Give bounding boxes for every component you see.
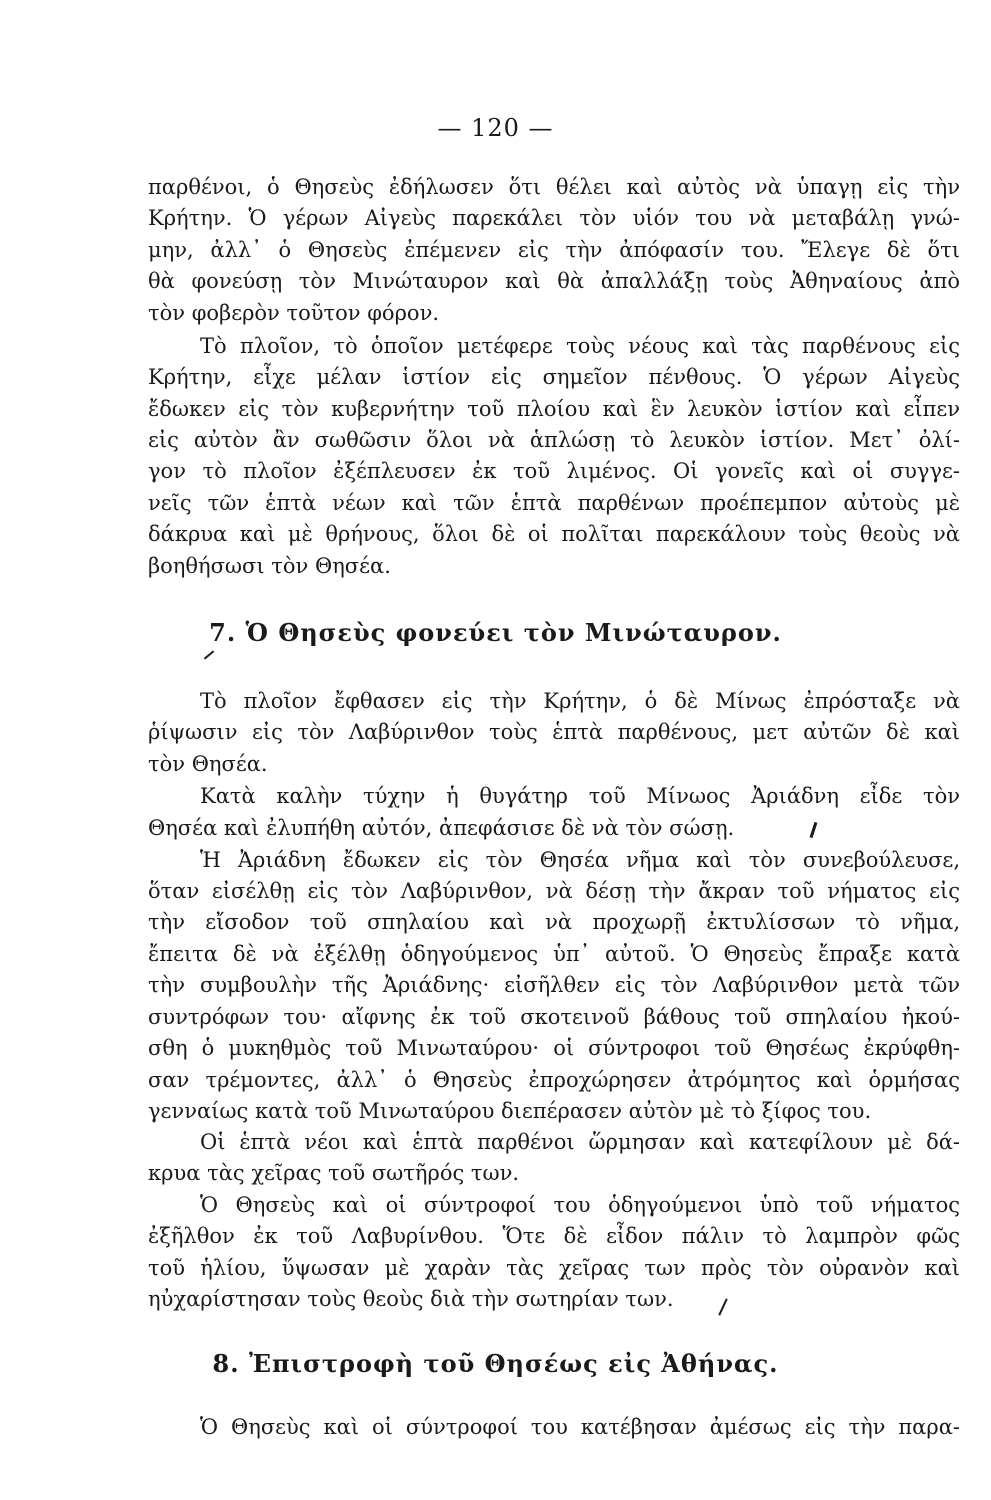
text-line: σαν τρέμοντες, ἀλλ᾽ ὁ Θησεὺς ἐπροχώρησεν ἀτρόμητος καὶ ὁρμήσας (148, 1068, 960, 1092)
text-line: θὰ φονεύσῃ τὸν Μινώταυρον καὶ θὰ ἀπαλλάξῃ τοὺς Ἀθηναίους ἀπὸ (148, 269, 960, 293)
section-heading: 7. Ὁ Θησεὺς φονεύει τὸν Μινώταυρον. (209, 618, 782, 647)
text-line: σθη ὁ μυκηθμὸς τοῦ Μινωταύρου· οἱ σύντροφοι τοῦ Θησέως ἐκρύφθη- (148, 1036, 960, 1060)
text-line: ἔπειτα δὲ νὰ ἐξέλθῃ ὁδηγούμενος ὑπ᾽ αὐτοῦ. Ὁ Θησεὺς ἔπραξε κατὰ (148, 942, 960, 966)
text-line: ὅταν εἰσέλθῃ εἰς τὸν Λαβύρινθον, νὰ δέσῃ τὴν ἄκραν τοῦ νήματος εἰς (148, 879, 960, 903)
text-line: Τὸ πλοῖον, τὸ ὁποῖον μετέφερε τοὺς νέους καὶ τὰς παρθένους εἰς (200, 334, 960, 358)
text-line: βοηθήσωσι τὸν Θησέα. (148, 554, 391, 578)
text-line: Ὁ Θησεὺς καὶ οἱ σύντροφοί του ὁδηγούμενοι ὑπὸ τοῦ νήματος (200, 1193, 960, 1217)
text-line: Κρήτην. Ὁ γέρων Αἰγεὺς παρεκάλει τὸν υἱόν του νὰ μεταβάλῃ γνώ- (148, 206, 960, 230)
text-line: τὸν φοβερὸν τοῦτον φόρον. (148, 301, 440, 325)
ink-mark (204, 650, 214, 659)
text-line: Ἡ Ἀριάδνη ἔδωκεν εἰς τὸν Θησέα νῆμα καὶ τὸν συνεβούλευσε, (200, 848, 960, 872)
text-line: τοῦ ἡλίου, ὕψωσαν μὲ χαρὰν τὰς χεῖρας των πρὸς τὸν οὐρανὸν καὶ (148, 1256, 960, 1280)
text-line: ἐξῆλθον ἐκ τοῦ Λαβυρίνθου. Ὅτε δὲ εἶδον πάλιν τὸ λαμπρὸν φῶς (148, 1224, 960, 1248)
text-line: Οἱ ἑπτὰ νέοι καὶ ἑπτὰ παρθένοι ὥρμησαν καὶ κατεφίλουν μὲ δά- (200, 1130, 960, 1154)
text-line: νεῖς τῶν ἑπτὰ νέων καὶ τῶν ἑπτὰ παρθένων προέπεμπον αὐτοὺς μὲ (148, 491, 960, 515)
text-line: ἔδωκεν εἰς τὸν κυβερνήτην τοῦ πλοίου καὶ ἓν λευκὸν ἱστίον καὶ εἶπεν (148, 397, 960, 421)
text-line: δάκρυα καὶ μὲ θρήνους, ὅλοι δὲ οἱ πολῖται παρεκάλουν τοὺς θεοὺς νὰ (148, 522, 960, 546)
text-line: Τὸ πλοῖον ἔφθασεν εἰς τὴν Κρήτην, ὁ δὲ Μίνως ἐπρόσταξε νὰ (200, 689, 960, 713)
text-line: Κρήτην, εἶχε μέλαν ἱστίον εἰς σημεῖον πένθους. Ὁ γέρων Αἰγεὺς (148, 365, 960, 389)
text-line: συντρόφων του· αἴφνης ἐκ τοῦ σκοτεινοῦ βάθους τοῦ σπηλαίου ἠκού- (148, 1005, 960, 1029)
text-line: γον τὸ πλοῖον ἐξέπλευσεν ἐκ τοῦ λιμένος. Οἱ γονεῖς καὶ οἱ συγγε- (148, 459, 960, 483)
section-heading: 8. Ἐπιστροφὴ τοῦ Θησέως εἰς Ἀθήνας. (212, 1349, 779, 1378)
page-number: — 120 — (437, 114, 554, 142)
text-line: γενναίως κατὰ τοῦ Μινωταύρου διεπέρασεν αὐτὸν μὲ τὸ ξίφος του. (148, 1099, 872, 1123)
text-line: κρυα τὰς χεῖρας τοῦ σωτῆρός των. (148, 1161, 520, 1185)
text-line: Θησέα καὶ ἐλυπήθη αὐτόν, ἀπεφάσισε δὲ νὰ τὸν σώσῃ. (148, 816, 735, 840)
text-line: παρθένοι, ὁ Θησεὺς ἐδήλωσεν ὅτι θέλει καὶ αὐτὸς νὰ ὑπαγῃ εἰς τὴν (148, 175, 960, 199)
text-line: εἰς αὐτὸν ἂν σωθῶσιν ὅλοι νὰ ἁπλώσῃ τὸ λευκὸν ἱστίον. Μετ᾽ ὀλί- (148, 428, 960, 452)
text-line: μην, ἀλλ᾽ ὁ Θησεὺς ἐπέμενεν εἰς τὴν ἀπόφασίν του. Ἔλεγε δὲ ὅτι (148, 238, 960, 262)
text-line: τὴν συμβουλὴν τῆς Ἀριάδνης· εἰσῆλθεν εἰς τὸν Λαβύρινθον μετὰ τῶν (148, 973, 960, 997)
text-line: Ὁ Θησεὺς καὶ οἱ σύντροφοί του κατέβησαν ἀμέσως εἰς τὴν παρα- (200, 1415, 960, 1439)
text-line: ῥίψωσιν εἰς τὸν Λαβύρινθον τοὺς ἑπτὰ παρθένους, μετ αὐτῶν δὲ καὶ (148, 720, 960, 744)
text-line: ηὐχαρίστησαν τοὺς θεοὺς διὰ τὴν σωτηρίαν των. (148, 1287, 674, 1311)
text-line: Κατὰ καλὴν τύχην ἡ θυγάτηρ τοῦ Μίνωος Ἀριάδνη εἶδε τὸν (200, 784, 960, 808)
text-line: τὴν εἴσοδον τοῦ σπηλαίου καὶ νὰ προχωρῇ ἐκτυλίσσων τὸ νῆμα, (148, 910, 960, 934)
text-line: τὸν Θησέα. (148, 752, 268, 776)
